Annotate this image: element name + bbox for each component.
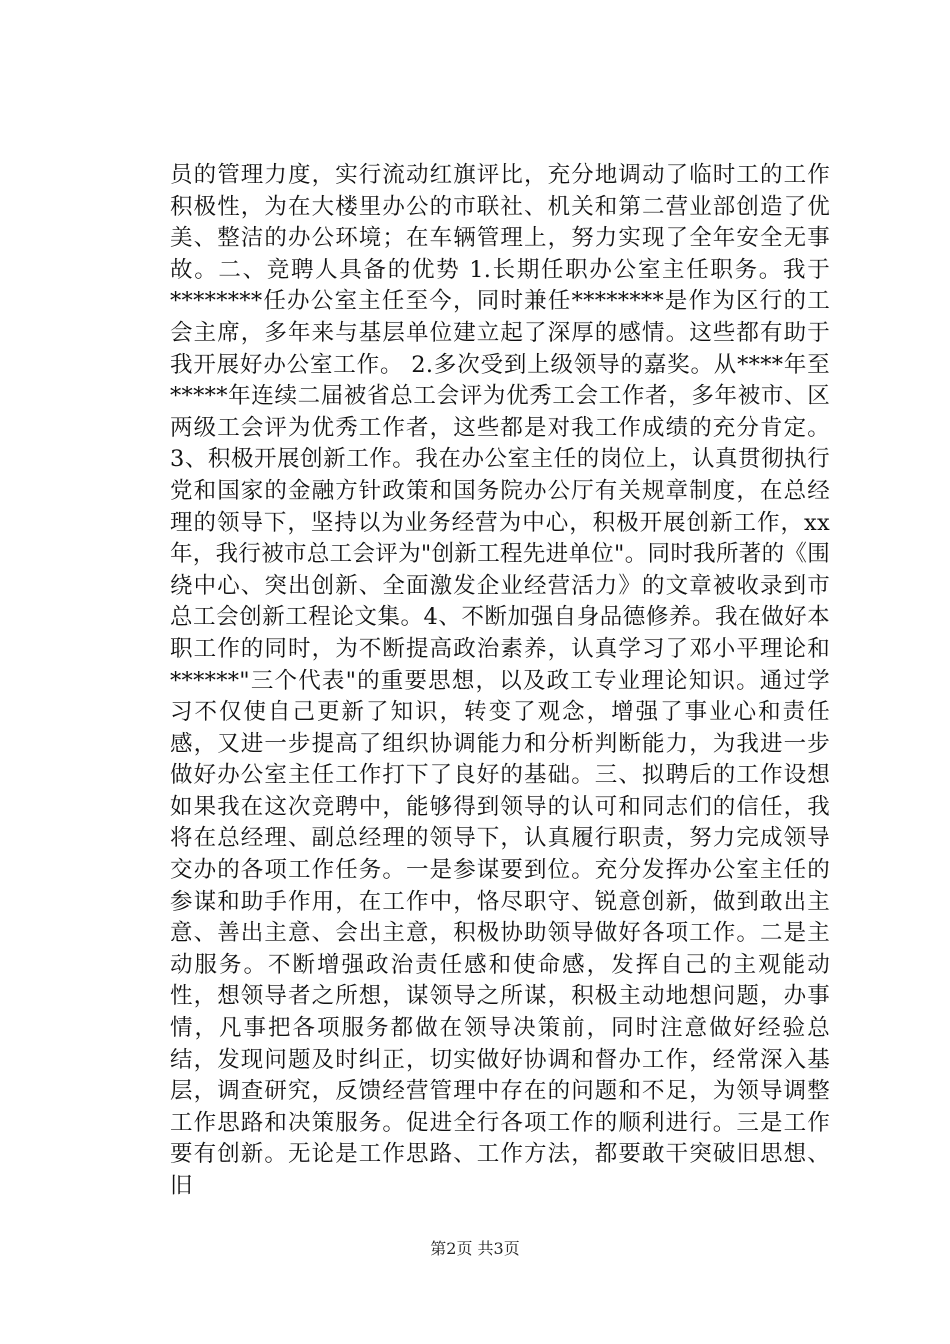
page-number-footer: 第2页 共3页 (430, 1239, 520, 1258)
body-paragraph: 员的管理力度，实行流动红旗评比，充分地调动了临时工的工作积极性，为在大楼里办公的市联社、机关和第二营业部创造了优美、整洁的办公环境；在车辆管理上，努力实现了全年安全无事故。二、竞聘人具备的优势 1.长期任职办公室主任职务。我于********任办公室主任至今，同时兼任********是作为区行的工会主席，多年来与基层单位建立起了深厚的感情。这些都有助于我开展好办公室工作。 2.多次受到上级领导的嘉奖。从****年至*****年连续二届被省总工会评为优秀工会工作者，多年被市、区两级工会评为优秀工作者，这些都是对我工作成绩的充分肯定。3、积极开展创新工作。我在办公室主任的岗位上，认真贯彻执行党和国家的金融方针政策和国务院办公厅有关规章制度，在总经理的领导下，坚持以为业务经营为中心，积极开展创新工作，xx 年，我行被市总工会评为"创新工程先进单位"。同时我所著的《围绕中心、突出创新、全面激发企业经营活力》的文章被收录到市总工会创新工程论文集。4、不断加强自身品德修养。我在做好本职工作的同时，为不断提高政治素养，认真学习了邓小平理论和******"三个代表"的重要思想，以及政工专业理论知识。通过学习不仅使自己更新了知识，转变了观念，增强了事业心和责任感，又进一步提高了组织协调能力和分析判断能力，为我进一步做好办公室主任工作打下了良好的基础。三、拟聘后的工作设想如果我在这次竞聘中，能够得到领导的认可和同志们的信任，我将在总经理、副总经理的领导下，认真履行职责，努力完成领导交办的各项工作任务。一是参谋要到位。充分发挥办公室主任的参谋和助手作用，在工作中，恪尽职守、锐意创新，做到敢出主意、善出主意、会出主意，积极协助领导做好各项工作。二是主动服务。不断增强政治责任感和使命感，发挥自己的主观能动性，想领导者之所想，谋领导之所谋，积极主动地想问题，办事情，凡事把各项服务都做在领导决策前，同时注意做好经验总结，发现问题及时纠正，切实做好协调和督办工作，经常深入基层，调查研究，反馈经营管理中存在的问题和不足，为领导调整工作思路和决策服务。促进全行各项工作的顺利进行。三是工作要有创新。无论是工作思路、工作方法，都要敢干突破旧思想、旧 (170, 162, 830, 1199)
